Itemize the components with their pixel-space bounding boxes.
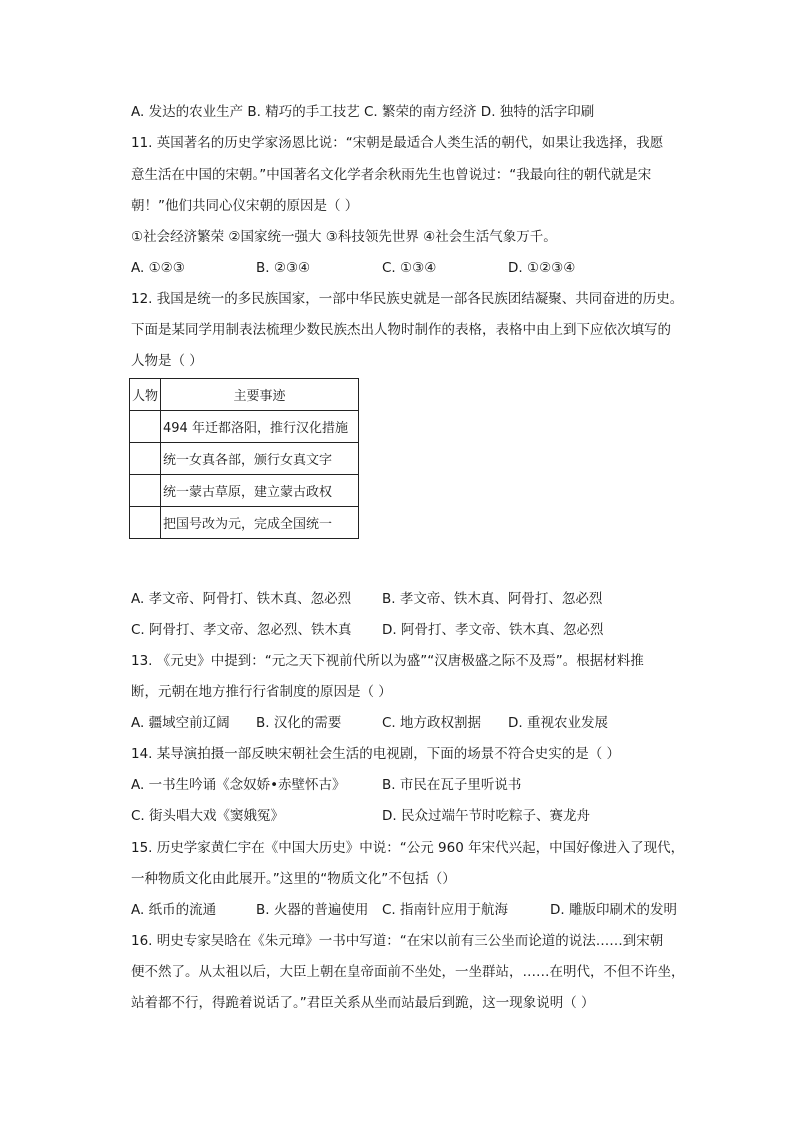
q14-stem: 14. 某导演拍摄一部反映宋朝社会生活的电视剧，下面的场景不符合史实的是（ ） xyxy=(131,746,621,762)
table-row xyxy=(130,507,359,539)
q14-option-b: B. 市民在瓦子里听说书 xyxy=(382,777,522,793)
table-cell-deed: 统一蒙古草原，建立蒙古政权 xyxy=(161,475,359,507)
table-cell-deed: 494 年迁都洛阳，推行汉化措施 xyxy=(161,411,359,443)
q13-stem-line-2: 断，元朝在地方推行行省制度的原因是（ ） xyxy=(131,684,392,700)
table-header-deeds: 主要事迹 xyxy=(161,379,359,411)
table-cell-person xyxy=(130,507,161,539)
q15-option-a: A. 纸币的流通 xyxy=(131,902,217,918)
q11-option-b: B. ②③④ xyxy=(256,260,311,276)
q11-option-c: C. ①③④ xyxy=(382,260,437,276)
table-row xyxy=(130,411,359,443)
q14-option-d: D. 民众过端午节时吃粽子、赛龙舟 xyxy=(382,808,590,824)
q10-options: A. 发达的农业生产 B. 精巧的手工技艺 C. 繁荣的南方经济 D. 独特的活字印刷 xyxy=(131,104,595,120)
q13-option-d: D. 重视农业发展 xyxy=(508,715,608,731)
table-cell-person xyxy=(130,443,161,475)
table-row xyxy=(130,443,359,475)
q13-option-a: A. 疆域空前辽阔 xyxy=(131,715,230,731)
q12-option-a: A. 孝文帝、阿骨打、铁木真、忽必烈 xyxy=(131,591,352,607)
q12-option-b: B. 孝文帝、铁木真、阿骨打、忽必烈 xyxy=(382,591,603,607)
q12-stem-line-3: 人物是（ ） xyxy=(131,353,203,369)
q15-option-c: C. 指南针应用于航海 xyxy=(382,902,509,918)
q12-stem-line-2: 下面是某同学用制表法梳理少数民族杰出人物时制作的表格，表格中由上到下应依次填写的 xyxy=(131,322,671,338)
q16-stem-line-3: 站着都不行，得跪着说话了。”君臣关系从坐而站最后到跪，这一现象说明（ ） xyxy=(131,995,595,1011)
q14-option-c: C. 街头唱大戏《窦娥冤》 xyxy=(131,808,285,824)
q11-option-d: D. ①②③④ xyxy=(508,260,576,276)
q11-statements: ①社会经济繁荣 ②国家统一强大 ③科技领先世界 ④社会生活气象万千。 xyxy=(131,229,557,245)
q12-option-d: D. 阿骨打、孝文帝、铁木真、忽必烈 xyxy=(382,622,604,638)
table-header-row xyxy=(130,379,359,411)
q11-stem-line-3: 朝！”他们共同心仪宋朝的原因是（ ） xyxy=(131,198,359,214)
q13-option-b: B. 汉化的需要 xyxy=(256,715,342,731)
q15-stem-line-2: 一种物质文化由此展开。”这里的“物质文化”不包括（） xyxy=(131,871,456,887)
q11-stem-line-2: 意生活在中国的宋朝。”中国著名文化学者余秋雨先生也曾说过：“我最向往的朝代就是宋 xyxy=(131,167,652,183)
q12-stem-line-1: 12. 我国是统一的多民族国家，一部中华民族史就是一部各民族团结凝聚、共同奋进的历史。 xyxy=(131,291,684,307)
table-cell-person xyxy=(130,411,161,443)
q11-option-a: A. ①②③ xyxy=(131,260,185,276)
table-row xyxy=(130,475,359,507)
q15-option-b: B. 火器的普遍使用 xyxy=(256,902,369,918)
table-cell-deed: 统一女真各部，颁行女真文字 xyxy=(161,443,359,475)
q11-stem-line-1: 11. 英国著名的历史学家汤恩比说：“宋朝是最适合人类生活的朝代，如果让我选择，我愿 xyxy=(131,135,664,151)
q14-option-a: A. 一书生吟诵《念奴娇•赤壁怀古》 xyxy=(131,777,346,793)
table-cell-person xyxy=(130,475,161,507)
q15-option-d: D. 雕版印刷术的发明 xyxy=(550,902,677,918)
q13-stem-line-1: 13. 《元史》中提到：“元之天下视前代所以为盛”“汉唐极盛之际不及焉”。根据材料推 xyxy=(131,653,644,669)
q12-option-c: C. 阿骨打、孝文帝、忽必烈、铁木真 xyxy=(131,622,352,638)
q16-stem-line-2: 便不然了。从太祖以后，大臣上朝在皇帝面前不坐处，一坐群站，……在明代，不但不许坐， xyxy=(131,964,685,980)
table-header-person: 人物 xyxy=(130,379,161,411)
q13-option-c: C. 地方政权割据 xyxy=(382,715,482,731)
q12-table xyxy=(129,378,359,539)
q15-stem-line-1: 15. 历史学家黄仁宇在《中国大历史》中说：“公元 960 年宋代兴起，中国好像进入了现代， xyxy=(131,840,685,856)
q16-stem-line-1: 16. 明史专家吴晗在《朱元璋》一书中写道：“在宋以前有三公坐而论道的说法……到宋朝 xyxy=(131,933,664,949)
table-cell-deed: 把国号改为元，完成全国统一 xyxy=(161,507,359,539)
